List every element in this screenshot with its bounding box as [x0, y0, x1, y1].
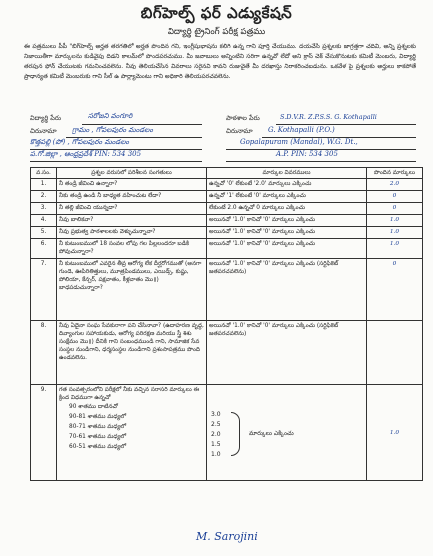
instructions-paragraph: ఈ పత్రములు పీపీ "బిగ్‌హెల్ప్ అర్హత తరగతిలో అర్హత పొందిన గని, ఇంగ్లీషుభాషను కలిగి ఉన్న గాని పూర్తి చేయుము. దయచేసి ప్రశ్నలకు జాగ్రత్తగా చదివి, అన్ని ప్రశ్నలకు నిజాయితీగా మార్కులను కుడివైపు దిడని కాలమ్‌లో పొందపరచుము. మీ జవాబులు అన్నింటిని సరిగా ఉన్నవో లేదో అని క్రాస్ చెక్ చేసుకొనుటకు కమిటీ మెంబరు, విద్యార్థి తరపున ఫోన్ చేయుటకు గమనించవలెను. నీవు తెలియచేసిన వివరాలు సరైనవి కావని రుజువైతే మీ దరఖాస్తు నిరాకరించబడును. ఒకవేళ పై ప్రశ్నలకు అర్హులు కాకపోతే ప్రాధాన్యత కమిటీ మెంబరుకు గాని సీల్ ఉ పార్ల్యామెంటు గాని అధికారి తెలియపరచవలెను. — [24, 43, 416, 80]
row-marks-detail: ఉన్నచో '1' లేకుంటే '0' మార్కులు ఎక్కించు — [207, 191, 367, 203]
school-name-line — [276, 124, 416, 125]
row-question: నీవు ఏదైనా సంఘ సేవకురాగా పని చేసినావా? (ఉదాహరణ వృద్ధ, దివ్యాంగుల సహాయకుడు, ఆరోగ్య పరిరక్షణ మరియు స్త్రీ శిశు సంక్షేమం మొ॥) దీనికి గాని సంబంధముండి గాని, సామాజిక సేవ సంస్థల నుండిగాని, ధర్మసంస్థల నుండిగాని ప్రశంసాపత్రము పొంది ఉండవలెను. — [57, 321, 207, 385]
row-question: నీ తండ్రి జీవించి ఉన్నారా? — [57, 179, 207, 191]
row-number: 8. — [31, 321, 57, 385]
row-number: 1. — [31, 179, 57, 191]
school-address-line-3 — [226, 161, 416, 162]
school-address-label: చిరునామా — [226, 127, 253, 135]
scale-value: 3.0 — [211, 411, 221, 418]
row-number: 4. — [31, 215, 57, 227]
table-row — [31, 179, 423, 191]
form-subtitle: విద్యార్థి ట్రైనింగ్ పరీక్ష పత్రము — [167, 27, 266, 37]
scale-value: 2.0 — [211, 431, 221, 438]
row-marks-detail: అయినచో '1.0' కానిచో '0' మార్కులు ఎక్కించు — [207, 215, 367, 227]
table-row — [31, 321, 423, 385]
table-row — [31, 259, 423, 321]
row-question: నీ కుటుంబములో ఎవరైన తీవ్ర ఆరోగ్య లేక దీర్ఘరోగముతో (అనగా గుండె, ఊపిరితిత్తులు, మూత్రపిండములు, ఎయిడ్స్, కుష్టు, పోలియా, కేన్సర్, పక్షవాతం, కీళ్లవాతం మొ॥) బాధపడుచున్నారా? — [57, 259, 207, 321]
grade-item: 70-61 శాతము మధ్యలో — [69, 434, 127, 440]
row-score[interactable]: 1.0 — [367, 215, 423, 227]
row-number: 3. — [31, 203, 57, 215]
row-score[interactable]: 0 — [367, 259, 423, 321]
row-marks-detail — [207, 385, 367, 481]
school-address-value-1: G. Kothapalli (P.O.) — [268, 126, 335, 134]
row-question: నీకు తండ్రి ఉండి నీ బాధ్యత వహించుట లేదా? — [57, 191, 207, 203]
table-row — [31, 385, 423, 481]
col-header-marks-detail: మార్కుల వివరములు — [207, 168, 367, 179]
address-label: చిరునామా — [30, 127, 57, 135]
table-row — [31, 191, 423, 203]
table-row — [31, 227, 423, 239]
col-header-question: ప్రశ్నల వరుసలో పరిశీలన సంగతులు — [57, 168, 207, 179]
student-name-label: విద్యార్థి పేరు — [30, 114, 62, 122]
row-number: 6. — [31, 239, 57, 259]
row-question-grades — [57, 385, 207, 481]
scale-value: 1.0 — [211, 451, 221, 458]
scale-instruction: మార్కులు ఎక్కించు — [249, 430, 294, 437]
row-marks-detail: లేకుంటే 2.0 ఉన్నచో 0 మార్కులు ఎక్కించు — [207, 203, 367, 215]
row-marks-detail: అయినచో '1.0' కానిచో '0' మార్కులు ఎక్కించు — [207, 239, 367, 259]
school-name-label: పాఠశాల పేరు — [226, 114, 260, 122]
grade-item: 90-81 శాతము మధ్యలో — [69, 414, 127, 420]
row-marks-detail: అయినచో '1.0' కానిచో '0' మార్కులు ఎక్కించు (సర్టిఫికెట్ జతపరచవలెను) — [207, 321, 367, 385]
row-marks-detail: అయినచో '1.0' కానిచో '0' మార్కులు ఎక్కించు — [207, 227, 367, 239]
curly-brace — [231, 412, 240, 456]
row-score[interactable]: 0 — [367, 203, 423, 215]
col-header-score: పొందిన మార్కులు — [367, 168, 423, 179]
school-name-value: S.D.V.R. Z.P.S.S. G. Kothapalli — [280, 113, 377, 121]
grade-item: 90 శాతము దాటినచో — [69, 404, 118, 410]
address-line-3 — [30, 161, 202, 162]
table-row — [31, 203, 423, 215]
row-number: 5. — [31, 227, 57, 239]
row-number: 2. — [31, 191, 57, 203]
school-address-value-3: A.P. PIN: 534 305 — [276, 150, 338, 158]
school-address-value-2: Gopalapuram (Mandal), W.G. Dt., — [240, 138, 358, 146]
row-number: 7. — [31, 259, 57, 321]
address-value-3: ప.గో.జిల్లా , ఆంధ్రప్రదేశ్ PIN: 534 305 — [30, 150, 142, 158]
row-number: 9. — [31, 385, 57, 481]
table-header-row — [31, 168, 423, 179]
row-score[interactable]: 1.0 — [367, 227, 423, 239]
row-marks-detail: అయినచో '1.0' కానిచో '0' మార్కులు ఎక్కించు (సర్టిఫికెట్ జతపరచవలెను) — [207, 259, 367, 321]
row-score[interactable]: 0 — [367, 191, 423, 203]
row-question: నీ తల్లి జీవించి యున్నదా? — [57, 203, 207, 215]
questionnaire-table — [30, 167, 423, 481]
student-name-value: సరోజని వంగూరి — [88, 112, 133, 120]
row-score[interactable] — [367, 321, 423, 385]
col-header-number: వ.సం. — [31, 168, 57, 179]
row-score[interactable]: 1.0 — [367, 385, 423, 481]
scale-value: 1.5 — [211, 441, 221, 448]
row-question: నీవు బాలికవా? — [57, 215, 207, 227]
address-value-2: కొత్తపల్లి (పో) , గోపలపురం మండలం — [30, 138, 129, 146]
row-question: గత సంవత్సరంలోని పరీక్షలో నీకు వచ్చిన సరాసరి మార్కులు ఈ క్రింద విధముగా ఉన్నచో — [59, 387, 200, 401]
grade-item: 80-71 శాతము మధ్యలో — [69, 424, 127, 430]
address-value-1: గ్రామం , గోపలపురం మండలం — [72, 126, 153, 134]
row-score[interactable]: 1.0 — [367, 239, 423, 259]
row-score[interactable]: 2.0 — [367, 179, 423, 191]
table-row — [31, 215, 423, 227]
table-row — [31, 239, 423, 259]
grade-item: 60-51 శాతము మధ్యలో — [69, 444, 127, 450]
grade-scale — [209, 408, 364, 464]
row-question: నీ కుటుంబములో 18 సంవల లోపు గల పిల్లలందరూ బడికి పోవుచున్నారా? — [57, 239, 207, 259]
grade-list — [59, 402, 204, 452]
student-name-line — [82, 124, 202, 125]
row-question: నీవు ప్రభుత్వ పాఠశాలలకు వెళ్ళుచున్నావా? — [57, 227, 207, 239]
grade-scale-values — [211, 410, 221, 460]
student-signature: M. Sarojini — [196, 530, 258, 543]
scale-value: 2.5 — [211, 421, 221, 428]
form-title: బిగ్‌హెల్ప్ ఫర్ ఎడ్యుకేషన్ — [140, 4, 293, 22]
row-marks-detail: ఉన్నచో '0' లేకుంటే '2.0' మార్కులు ఎక్కించు — [207, 179, 367, 191]
